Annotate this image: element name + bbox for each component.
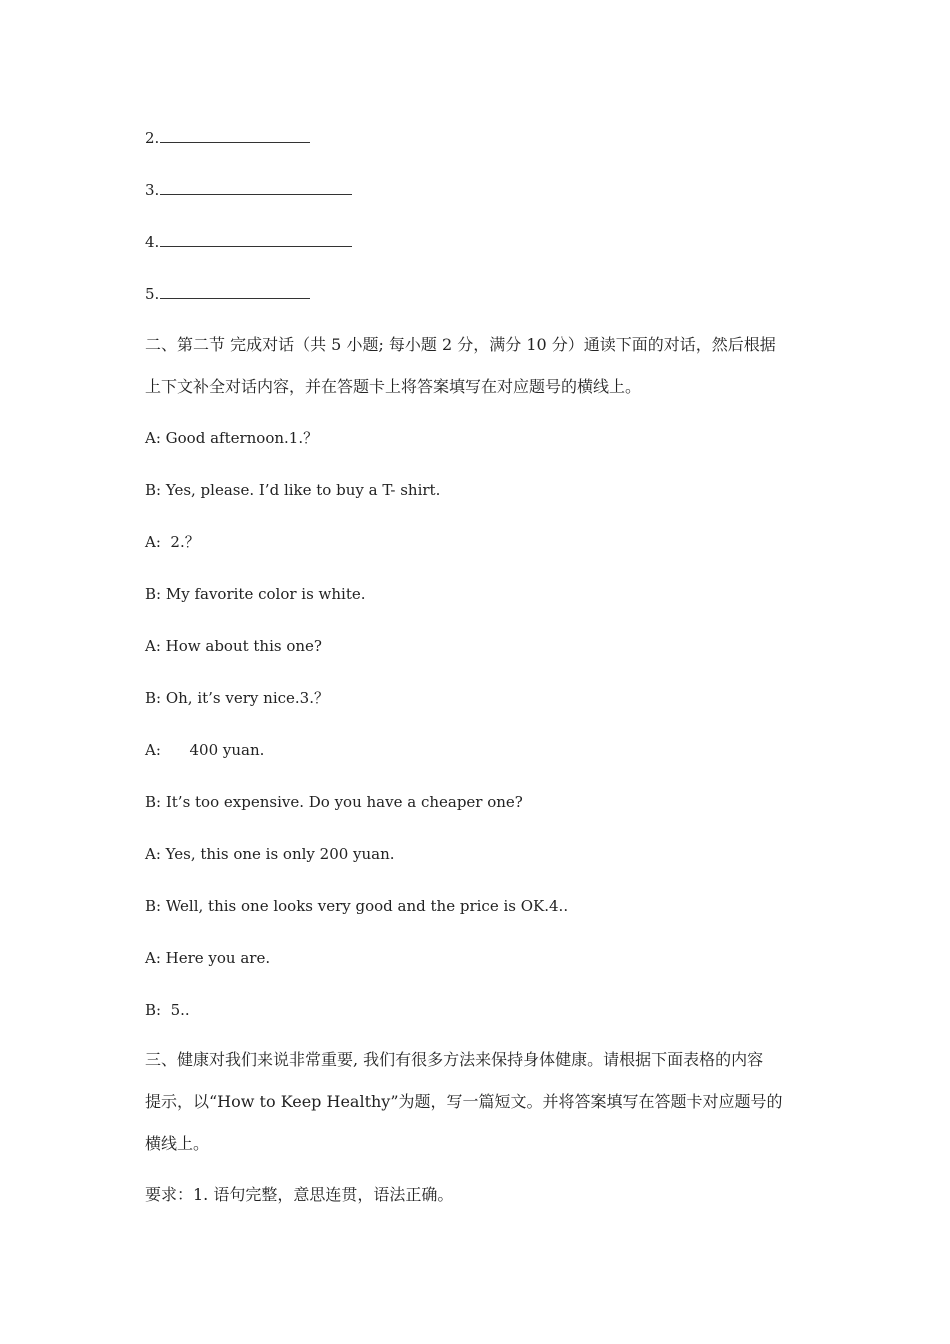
dialogue-line: B: It’s too expensive. Do you have a cheaper one?	[145, 793, 523, 811]
dialogue-line: B: Well, this one looks very good and the price is OK.4..	[145, 897, 569, 915]
dialogue-line: B: My favorite color is white.	[145, 585, 366, 603]
answer-number: 5.	[145, 285, 160, 303]
answer-blank[interactable]	[160, 232, 352, 247]
section2-instruction-line2: 上下文补全对话内容，并在答题卡上将答案填写在对应题号的横线上。	[145, 377, 642, 396]
dialogue-line: B: Yes, please. I’d like to buy a T- shirt.	[145, 481, 441, 499]
answer-line-4	[145, 232, 352, 252]
dialogue-line: A: How about this one?	[145, 637, 322, 655]
answer-line-5	[145, 284, 310, 304]
section2-instruction-line1: 二、第二节 完成对话（共 5 小题; 每小题 2 分，满分 10 分）通读下面的对话，然后根据	[145, 335, 776, 354]
dialogue-line: A: Good afternoon.1.？	[145, 429, 319, 447]
answer-line-3	[145, 180, 352, 200]
dialogue-line: A: 2.？	[145, 533, 200, 551]
answer-blank[interactable]	[160, 128, 310, 143]
dialogue-line: A: Yes, this one is only 200 yuan.	[145, 845, 395, 863]
answer-blank[interactable]	[160, 180, 352, 195]
answer-number: 4.	[145, 233, 160, 251]
dialogue-line: A: Here you are.	[145, 949, 271, 967]
section3-instruction-line1: 三、健康对我们来说非常重要, 我们有很多方法来保持身体健康。请根据下面表格的内容	[145, 1050, 764, 1069]
section3-requirement: 要求：1. 语句完整，意思连贯，语法正确。	[145, 1185, 454, 1204]
answer-line-2	[145, 128, 310, 148]
answer-number: 2.	[145, 129, 160, 147]
answer-number: 3.	[145, 181, 160, 199]
dialogue-line: B: Oh, it’s very nice.3.？	[145, 689, 329, 707]
section3-instruction-line2: 提示，以“How to Keep Healthy”为题，写一篇短文。并将答案填写在答题卡对应题号的	[145, 1092, 783, 1111]
dialogue-line: B: 5..	[145, 1001, 190, 1019]
section3-instruction-line3: 横线上。	[145, 1134, 210, 1153]
dialogue-line: A: 400 yuan.	[145, 741, 265, 759]
answer-blank[interactable]	[160, 284, 310, 299]
